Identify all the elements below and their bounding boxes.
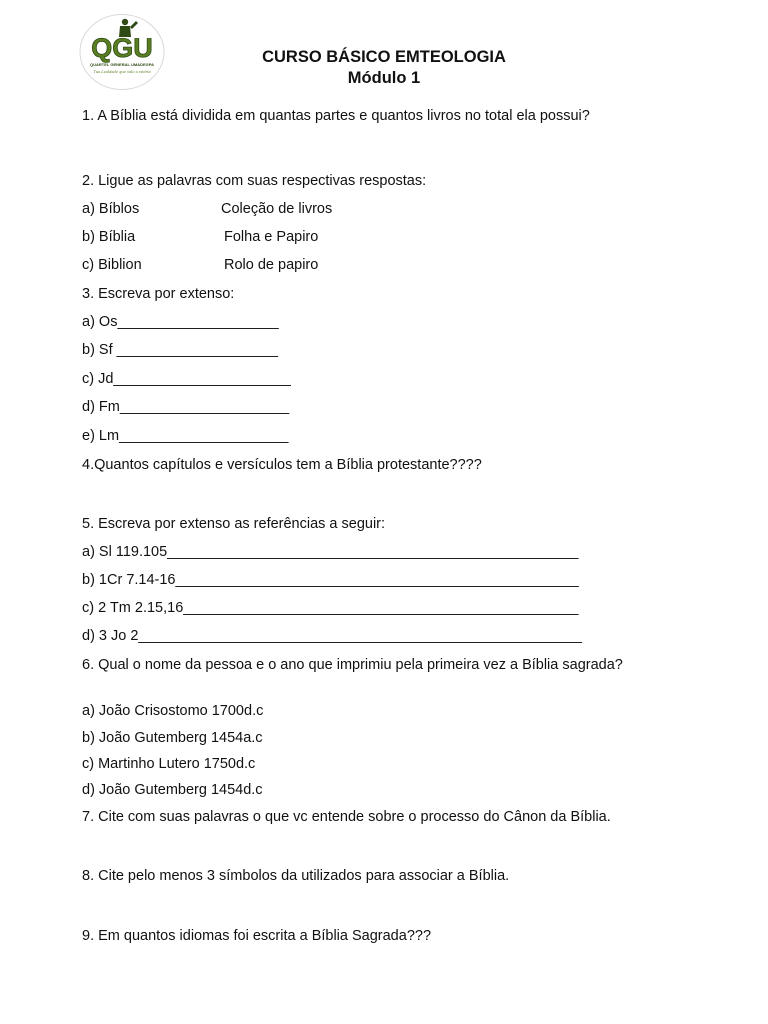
match-left-c: c) Biblion — [82, 257, 142, 273]
reference-item-c: c) 2 Tm 2.15,16_________________________________________________ — [82, 600, 579, 616]
option-b: b) João Gutemberg 1454a.c — [82, 730, 263, 746]
option-d: d) João Gutemberg 1454d.c — [82, 782, 263, 798]
match-right-2: Folha e Papiro — [224, 229, 319, 245]
reference-item-a: a) Sl 119.105___________________________________________________ — [82, 544, 579, 560]
question-3-prompt: 3. Escreva por extenso: — [82, 286, 235, 302]
abbrev-item-c: c) Jd______________________ — [82, 371, 291, 387]
reference-item-b: b) 1Cr 7.14-16__________________________________________________ — [82, 572, 579, 588]
logo-caption: QUARTEL GENERAL UMADEGPA — [89, 62, 155, 67]
match-right-1: Coleção de livros — [221, 201, 333, 217]
abbrev-item-e: e) Lm_____________________ — [82, 428, 289, 444]
match-right-3: Rolo de papiro — [224, 257, 319, 273]
page-title — [0, 47, 768, 89]
question-8: 8. Cite pelo menos 3 símbolos da utilizados para associar a Bíblia. — [82, 868, 510, 884]
question-1: 1. A Bíblia está dividida em quantas partes e quantos livros no total ela possui? — [82, 108, 590, 124]
match-left-b: b) Bíblia — [82, 229, 136, 245]
abbrev-item-b: b) Sf ____________________ — [82, 342, 278, 358]
question-6-prompt: 6. Qual o nome da pessoa e o ano que imprimiu pela primeira vez a Bíblia sagrada? — [82, 657, 623, 673]
question-9: 9. Em quantos idiomas foi escrita a Bíblia Sagrada??? — [82, 928, 432, 944]
match-left-a: a) Bíblos — [82, 201, 140, 217]
question-5-prompt: 5. Escreva por extenso as referências a seguir: — [82, 516, 386, 532]
question-2-prompt: 2. Ligue as palavras com suas respectivas respostas: — [82, 173, 427, 189]
module-subtitle: Módulo 1 — [347, 69, 421, 87]
option-c: c) Martinho Lutero 1750d.c — [82, 756, 256, 772]
abbrev-item-d: d) Fm_____________________ — [82, 399, 290, 415]
reference-item-d: d) 3 Jo 2_______________________________________________________ — [82, 628, 582, 644]
abbrev-item-a: a) Os____________________ — [82, 314, 279, 330]
question-4: 4.Quantos capítulos e versículos tem a Bíblia protestante???? — [82, 457, 482, 473]
logo-motto: Tua Lealdade que vale a vitória — [93, 70, 151, 74]
logo-letters: QGU — [91, 33, 153, 63]
question-7: 7. Cite com suas palavras o que vc entende sobre o processo do Cânon da Bíblia. — [82, 809, 611, 825]
course-title: CURSO BÁSICO EMTEOLOGIA — [262, 48, 506, 66]
option-a: a) João Crisostomo 1700d.c — [82, 703, 264, 719]
